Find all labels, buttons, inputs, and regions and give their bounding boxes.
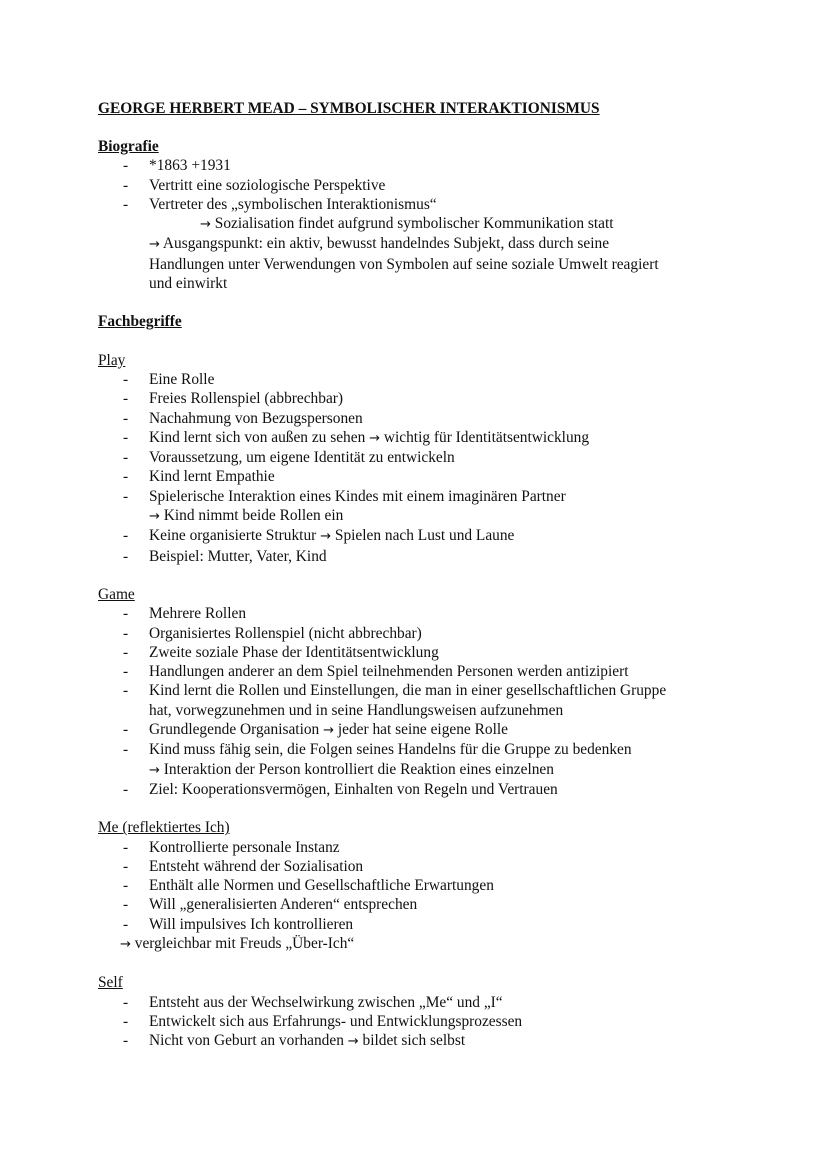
heading-game: Game: [98, 585, 135, 603]
list-item: - Beispiel: Mutter, Vater, Kind: [98, 547, 758, 566]
section-self: [98, 973, 758, 1051]
list-item: - Enthält alle Normen und Gesellschaftliche Erwartungen: [98, 876, 758, 895]
self-list: [98, 993, 758, 1052]
list-item: - Entwickelt sich aus Erfahrungs- und Entwicklungsprozessen: [98, 1012, 758, 1031]
section-game: [98, 585, 758, 799]
spacer: [98, 954, 758, 973]
list-item-continuation: und einwirkt: [149, 275, 228, 293]
list-item: - Kind lernt die Rollen und Einstellungen, die man in einer gesellschaftlichen Gruppe hat, vorwegzunehmen und in seine Handlungsweisen aufzunehmen: [98, 681, 758, 720]
heading-fachbegriffe: Fachbegriffe: [98, 313, 182, 331]
arrow-right-icon: →: [323, 723, 335, 739]
section-play: [98, 351, 758, 566]
arrow-right-icon: →: [320, 529, 332, 545]
list-item: - Grundlegende Organisation → jeder hat seine eigene Rolle: [98, 720, 758, 740]
heading-me: Me (reflektiertes Ich): [98, 819, 230, 837]
spacer: [98, 293, 758, 312]
spacer: [98, 566, 758, 585]
heading-biografie: Biografie: [98, 138, 159, 155]
list-item: - Handlungen anderer an dem Spiel teilnehmenden Personen werden antizipiert: [98, 662, 758, 681]
list-item: - Keine organisierte Struktur → Spielen nach Lust und Laune: [98, 526, 758, 546]
list-item: - Will impulsives Ich kontrollieren: [98, 915, 758, 934]
list-item: - Spielerische Interaktion eines Kindes mit einem imaginären Partner → Kind nimmt beide Rollen ein: [98, 487, 758, 527]
list-item: - Zweite soziale Phase der Identitätsentwicklung: [98, 643, 758, 662]
list-item: - Kind muss fähig sein, die Folgen seines Handelns für die Gruppe zu bedenken → Interaktion der Person kontrolliert die Reaktion eines einzelnen: [98, 740, 758, 780]
arrow-right-icon: →: [149, 237, 160, 253]
arrow-right-icon: →: [347, 1034, 359, 1050]
spacer: [98, 799, 758, 818]
list-item-continuation: → Sozialisation findet aufgrund symbolischer Kommunikation statt: [200, 215, 614, 233]
list-item: - Eine Rolle: [98, 370, 758, 389]
spacer: [98, 118, 758, 137]
list-item-continuation: hat, vorwegzunehmen und in seine Handlungsweisen aufzunehmen: [149, 701, 564, 719]
list-item: - Entsteht aus der Wechselwirkung zwischen „Me“ und „I“: [98, 993, 758, 1012]
me-list: [98, 838, 758, 934]
list-item: - Ziel: Kooperationsvermögen, Einhalten von Regeln und Vertrauen: [98, 780, 758, 799]
list-item-continuation: → Interaktion der Person kontrolliert die Reaktion eines einzelnen: [149, 760, 554, 778]
section-biografie: [98, 137, 758, 293]
heading-self: Self: [98, 974, 123, 992]
arrow-right-icon: →: [200, 217, 211, 233]
list-item-continuation: Handlungen unter Verwendungen von Symbolen auf seine soziale Umwelt reagiert: [149, 255, 659, 273]
list-item: - Vertritt eine soziologische Perspektive: [98, 176, 758, 195]
me-conclusion: → vergleichbar mit Freuds „Über-Ich“: [120, 934, 355, 952]
list-item: - Organisiertes Rollenspiel (nicht abbrechbar): [98, 624, 758, 643]
list-item: - Voraussetzung, um eigene Identität zu entwickeln: [98, 448, 758, 467]
list-item: - Mehrere Rollen: [98, 604, 758, 623]
arrow-right-icon: →: [149, 762, 160, 778]
list-item: - Kind lernt Empathie: [98, 467, 758, 486]
heading-play: Play: [98, 351, 126, 369]
list-item: - Freies Rollenspiel (abbrechbar): [98, 389, 758, 408]
document-title: GEORGE HERBERT MEAD – SYMBOLISCHER INTERAKTIONISMUS: [98, 100, 600, 117]
list-item: - Kontrollierte personale Instanz: [98, 838, 758, 857]
list-item: - *1863 +1931: [98, 156, 758, 175]
play-list: [98, 370, 758, 566]
section-me: [98, 818, 758, 954]
list-item-continuation: → Ausgangspunkt: ein aktiv, bewusst handelndes Subjekt, dass durch seine: [149, 235, 610, 253]
document-page: [98, 99, 758, 1051]
spacer: [98, 332, 758, 351]
list-item: - Kind lernt sich von außen zu sehen → wichtig für Identitätsentwicklung: [98, 428, 758, 448]
game-list: [98, 604, 758, 799]
list-item: - Will „generalisierten Anderen“ entsprechen: [98, 895, 758, 914]
list-item: - Vertreter des „symbolischen Interaktionismus“ → Sozialisation findet aufgrund symbolischer Kommunikation statt: [98, 195, 758, 235]
biografie-list: [98, 156, 758, 234]
list-item: - Nachahmung von Bezugspersonen: [98, 409, 758, 428]
arrow-right-icon: →: [149, 509, 160, 525]
list-item: - Entsteht während der Sozialisation: [98, 857, 758, 876]
list-item-continuation: → Kind nimmt beide Rollen ein: [149, 507, 344, 525]
arrow-right-icon: →: [120, 936, 131, 952]
arrow-right-icon: →: [369, 430, 381, 446]
list-item: - Nicht von Geburt an vorhanden → bildet sich selbst: [98, 1031, 758, 1051]
